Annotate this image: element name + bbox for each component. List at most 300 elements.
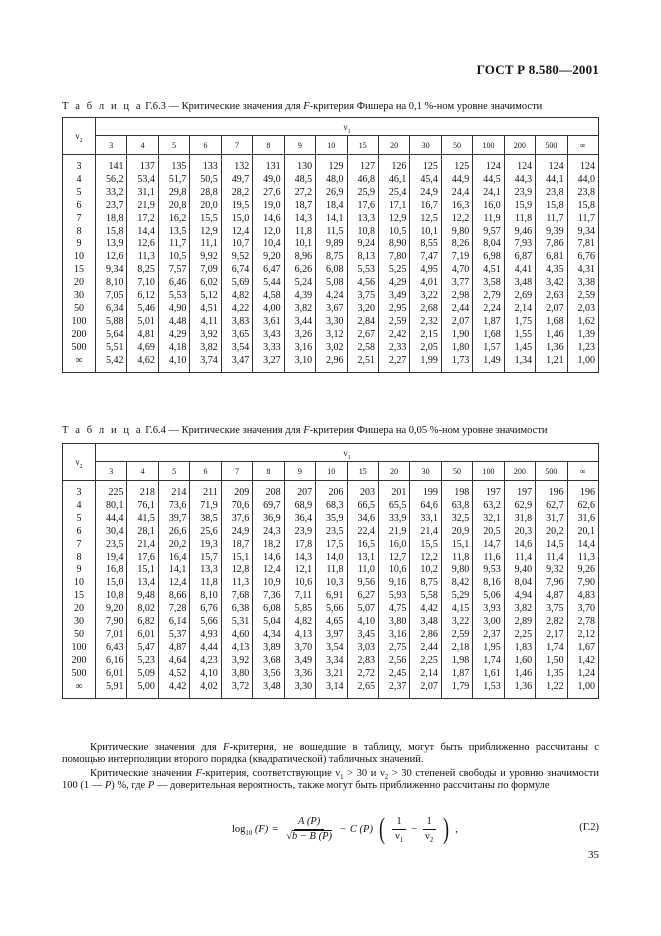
table-row [63,642,599,655]
row-label: 200 [63,655,96,668]
table-cell: 5,24 [284,277,315,290]
formula-fraction-v2: $\frac{1}{\nu_2}$ [421,816,437,843]
table-cell: 1,34 [504,355,535,372]
table-cell: 2,79 [473,290,504,303]
table-cell: 3,70 [567,603,598,616]
table-cell: 7,90 [567,577,598,590]
row-label: 200 [63,329,96,342]
table-cell: 1,35 [536,668,567,681]
table-cell: 4,29 [378,277,409,290]
table-cell: 49,7 [221,174,252,187]
column-header: 9 [284,462,315,481]
table-row [63,513,599,526]
table-cell: 15,9 [504,200,535,213]
table-cell: 48,0 [316,174,347,187]
table-cell: 18,7 [284,200,315,213]
table-cell: 6,46 [158,277,189,290]
table-cell: 1,67 [567,642,598,655]
table-cell: 3,83 [221,316,252,329]
table-cell: 20,9 [441,526,472,539]
table-cell: 25,6 [190,526,221,539]
table-row [63,251,599,264]
table-cell: 31,6 [567,513,598,526]
document-code: ГОСТ Р 8.580—2001 [476,62,599,77]
table-cell: 11,3 [567,552,598,565]
table-row [63,226,599,239]
formula-fraction-main: $\frac{A (P)}{√b - B (P)}$ [286,815,332,842]
table-cell: 62,6 [567,500,598,513]
table-cell: 10,5 [378,226,409,239]
table-cell: 32,1 [473,513,504,526]
table-cell: 15,8 [96,226,127,239]
table-cell: 9,40 [504,564,535,577]
table-cell: 5,47 [127,642,158,655]
table-cell: 20,3 [504,526,535,539]
table-cell: 131 [253,155,284,174]
table-cell: 12,1 [284,564,315,577]
table-cell: 4,93 [190,629,221,642]
table-cell: 11,8 [190,577,221,590]
table-cell: 44,3 [504,174,535,187]
table-cell: 133 [190,155,221,174]
table-cell: 2,07 [441,316,472,329]
table-cell: 17,2 [127,213,158,226]
table-cell: 4,82 [284,616,315,629]
table-cell: 7,05 [96,290,127,303]
table-cell: 1,50 [536,655,567,668]
table-cell: 6,08 [253,603,284,616]
table-cell: 25,9 [347,187,378,200]
table-cell: 23,7 [96,200,127,213]
row-label: 100 [63,642,96,655]
table-cell: 5,00 [127,681,158,698]
table-cell: 3,61 [253,316,284,329]
table-row [63,187,599,200]
table-row [63,290,599,303]
formula-minus: − [340,823,346,835]
table-cell: 4,87 [158,642,189,655]
table-cell: 4,34 [253,629,284,642]
table-cell: 12,0 [253,226,284,239]
table-cell: 125 [410,155,441,174]
table-cell: 69,7 [253,500,284,513]
table-cell: 6,08 [316,264,347,277]
table-cell: 13,3 [347,213,378,226]
table-cell: 18,7 [221,539,252,552]
table-cell: 11,4 [536,552,567,565]
formula-number: (Г.2) [579,822,599,833]
table-row [63,564,599,577]
table-cell: 2,86 [410,629,441,642]
table-cell: 2,59 [567,290,598,303]
table-cell: 12,2 [441,213,472,226]
row-label: 20 [63,603,96,616]
table-cell: 19,3 [190,539,221,552]
table-cell: 9,57 [473,226,504,239]
table-cell: 68,9 [284,500,315,513]
table-cell: 9,34 [567,226,598,239]
table-cell: 7,90 [96,616,127,629]
table-cell: 9,46 [504,226,535,239]
table-cell: 3,47 [221,355,252,372]
table-cell: 4,70 [441,264,472,277]
table-cell: 4,02 [190,681,221,698]
table-cell: 23,5 [316,526,347,539]
table-cell: 16,8 [96,564,127,577]
table-cell: 9,16 [378,577,409,590]
table-cell: 7,10 [127,277,158,290]
table-cell: 3,12 [316,329,347,342]
table-cell: 197 [504,481,535,500]
table-cell: 35,9 [316,513,347,526]
table-cell: 1,90 [441,329,472,342]
table-cell: 9,20 [96,603,127,616]
table-cell: 25,4 [378,187,409,200]
table-cell: 1,74 [473,655,504,668]
table-cell: 3,03 [347,642,378,655]
row-label: 6 [63,200,96,213]
table-cell: 4,75 [378,603,409,616]
table-cell: 2,07 [410,681,441,698]
table-cell: 5,25 [378,264,409,277]
table-cell: 13,3 [190,564,221,577]
table-cell: 126 [378,155,409,174]
table-cell: 4,82 [221,290,252,303]
table-cell: 17,1 [378,200,409,213]
table-cell: 4,62 [127,355,158,372]
table-cell: 12,4 [221,226,252,239]
table-cell: 19,5 [221,200,252,213]
table-cell: 218 [127,481,158,500]
table-cell: 2,59 [441,629,472,642]
column-header: 4 [127,462,158,481]
table-cell: 15,8 [567,200,598,213]
table-cell: 63,2 [473,500,504,513]
table-cell: 24,9 [221,526,252,539]
table-cell: 2,33 [378,342,409,355]
row-label: 9 [63,564,96,577]
table-row [63,316,599,329]
table-cell: 14,6 [253,552,284,565]
table-cell: 14,4 [567,539,598,552]
table-cell: 11,4 [504,552,535,565]
table-cell: 15,5 [190,213,221,226]
row-label: 7 [63,213,96,226]
table-cell: 6,74 [221,264,252,277]
table-row [63,264,599,277]
table-cell: 33,2 [96,187,127,200]
table-cell: 9,92 [190,251,221,264]
table-cell: 141 [96,155,127,174]
table-cell: 201 [378,481,409,500]
table-cell: 9,48 [127,590,158,603]
table-cell: 5,09 [127,668,158,681]
column-header: 15 [347,462,378,481]
page-number: 35 [588,849,599,861]
table-cell: 17,8 [284,539,315,552]
table-cell: 7,11 [284,590,315,603]
table-cell: 44,4 [96,513,127,526]
column-header: 7 [221,462,252,481]
table-cell: 17,5 [316,539,347,552]
table-cell: 53,4 [127,174,158,187]
table-cell: 2,78 [567,616,598,629]
table-cell: 10,2 [410,564,441,577]
table-cell: 10,7 [221,238,252,251]
table-cell: 1,99 [410,355,441,372]
table-cell: 124 [536,155,567,174]
v2-header: $\nu_2$ [63,118,96,155]
table-cell: 8,16 [473,577,504,590]
table-cell: 12,7 [378,552,409,565]
table-cell: 7,68 [221,590,252,603]
table-cell: 3,22 [441,616,472,629]
table-cell: 4,51 [473,264,504,277]
table-cell: 19,0 [253,200,284,213]
table-cell: 2,07 [536,303,567,316]
table-cell: 9,34 [96,264,127,277]
table-cell: 203 [347,481,378,500]
table-cell: 11,8 [504,213,535,226]
table-cell: 3,72 [221,681,252,698]
table-cell: 1,36 [536,342,567,355]
row-label: 30 [63,290,96,303]
table-cell: 8,13 [347,251,378,264]
table-cell: 8,55 [410,238,441,251]
table-cell: 3,48 [253,681,284,698]
table-cell: 6,91 [316,590,347,603]
table-cell: 12,8 [221,564,252,577]
table-cell: 1,21 [536,355,567,372]
table-cell: 208 [253,481,284,500]
table-cell: 8,96 [284,251,315,264]
table-cell: 31,8 [504,513,535,526]
table-cell: 2,65 [347,681,378,698]
table-cell: 62,7 [536,500,567,513]
table-row [63,577,599,590]
table-row [63,238,599,251]
formula-equals: = [272,823,279,835]
table-cell: 7,19 [441,251,472,264]
table-cell: 63,8 [441,500,472,513]
table-cell: 34,6 [347,513,378,526]
table-cell: 209 [221,481,252,500]
table-cell: 66,5 [347,500,378,513]
table-cell: 11,7 [567,213,598,226]
table-row [63,342,599,355]
table-cell: 5,31 [221,616,252,629]
table-cell: 5,06 [473,590,504,603]
table-cell: 2,67 [347,329,378,342]
column-header: 8 [253,462,284,481]
table-cell: 1,45 [504,342,535,355]
table-cell: 36,9 [253,513,284,526]
column-header: 6 [190,462,221,481]
table-cell: 211 [190,481,221,500]
table-cell: 9,26 [567,564,598,577]
table-cell: 4,65 [316,616,347,629]
table-cell: 132 [221,155,252,174]
table-cell: 1,74 [536,642,567,655]
table-cell: 3,70 [284,642,315,655]
table-cell: 9,52 [221,251,252,264]
table-cell: 11,3 [127,251,158,264]
table-row [63,603,599,616]
table-cell: 4,81 [127,329,158,342]
table-cell: 18,2 [253,539,284,552]
table-cell: 41,5 [127,513,158,526]
table-cell: 1,73 [441,355,472,372]
paragraph-interpolation: Критические значения для F-критерия, не вошедшие в таблицу, могут быть приближенно рассчитаны с помощью интерполяции второго порядка (квадратической) табличных значений. [62,742,599,765]
table-cell: 9,89 [316,238,347,251]
row-label: 8 [63,552,96,565]
table-cell: 21,9 [378,526,409,539]
paragraph-approximation: Критические значения F-критерия, соответствующие $\nu_1 > 30$ и $\nu_2 > 30$ степеней свободы и уровню значимости 100 (1 — P) %, где P — доверительная вероятность, также могут быть приближенно рассчитаны по формуле [62,768,599,791]
table-cell: 7,81 [567,238,598,251]
table-cell: 4,52 [158,668,189,681]
table-cell: 7,93 [504,238,535,251]
table-cell: 4,94 [504,590,535,603]
formula-lhs: $\log_{10} (F)$ [232,823,269,837]
table-cell: 14,0 [316,552,347,565]
table2-caption [62,425,548,437]
table-cell: 3,49 [284,655,315,668]
table-cell: 4,41 [504,264,535,277]
table-cell: 6,26 [284,264,315,277]
table-cell: 4,42 [410,603,441,616]
table-cell: 17,6 [127,552,158,565]
table-cell: 1,87 [473,316,504,329]
table-cell: 5,58 [410,590,441,603]
table-cell: 13,5 [158,226,189,239]
table-cell: 1,00 [567,355,598,372]
table-cell: 3,74 [190,355,221,372]
table-cell: 6,34 [96,303,127,316]
row-label: 8 [63,226,96,239]
table-cell: 24,1 [473,187,504,200]
table-cell: 15,7 [190,552,221,565]
table-cell: 2,69 [504,290,535,303]
table1-caption-F: F [303,101,310,112]
table-cell: 207 [284,481,315,500]
table1-caption-rest: -критерия Фишера на 0,1 %-ном уровне значимости [309,101,543,112]
table-row [63,668,599,681]
table-cell: 225 [96,481,127,500]
table2-caption-F: F [303,425,310,436]
table2-caption-num: Г.6.4 — Критические значения для [142,425,304,436]
table-cell: 2,82 [536,616,567,629]
table-cell: 71,9 [190,500,221,513]
table-cell: 23,8 [567,187,598,200]
table-cell: 5,53 [347,264,378,277]
column-header: 5 [158,136,189,155]
table-cell: 1,39 [567,329,598,342]
table-cell: 7,28 [158,603,189,616]
formula-comma: , [455,823,458,835]
table-cell: 9,20 [253,251,284,264]
column-header: 3 [96,462,127,481]
table-cell: 3,68 [253,655,284,668]
formula-cp: C (P) [349,823,373,835]
row-label: 500 [63,342,96,355]
row-label: 3 [63,155,96,174]
table-cell: 129 [316,155,347,174]
table-cell: 44,1 [536,174,567,187]
table-cell: 62,9 [504,500,535,513]
table-cell: 4,60 [221,629,252,642]
table-cell: 2,56 [378,655,409,668]
column-header: 500 [536,136,567,155]
table-cell: 2,68 [410,303,441,316]
table-cell: 65,5 [378,500,409,513]
table-cell: 12,9 [378,213,409,226]
table-cell: 2,83 [347,655,378,668]
table-cell: 2,05 [410,342,441,355]
table-cell: 73,6 [158,500,189,513]
table-cell: 29,8 [158,187,189,200]
table-cell: 38,5 [190,513,221,526]
table-cell: 3,43 [253,329,284,342]
table-cell: 10,1 [410,226,441,239]
table-cell: 3,30 [316,316,347,329]
table-cell: 10,8 [96,590,127,603]
table-cell: 3,67 [316,303,347,316]
table-cell: 6,01 [96,668,127,681]
table-cell: 4,13 [284,629,315,642]
table-cell: 49,0 [253,174,284,187]
table-cell: 197 [473,481,504,500]
table-cell: 4,44 [190,642,221,655]
table-cell: 1,57 [473,342,504,355]
table-cell: 3,10 [284,355,315,372]
table-cell: 1,23 [567,342,598,355]
formula-rparen: ) [443,812,450,845]
table-cell: 9,39 [536,226,567,239]
table-cell: 135 [158,155,189,174]
table-cell: 2,03 [567,303,598,316]
formula-fraction-v1: $\frac{1}{\nu_1}$ [391,816,407,843]
table-row [63,500,599,513]
table-cell: 22,4 [347,526,378,539]
table-cell: 8,25 [127,264,158,277]
row-label: 5 [63,513,96,526]
table-cell: 15,1 [441,539,472,552]
table-cell: 3,33 [253,342,284,355]
table1-caption-prefix: Т а б л и ц а [62,101,143,112]
fisher-table-0-05-percent [62,443,599,699]
table-cell: 12,4 [158,577,189,590]
table-cell: 3,54 [316,642,347,655]
formula-lparen: ( [378,812,385,845]
table-cell: 15,1 [127,564,158,577]
table-cell: 23,8 [536,187,567,200]
table-cell: 2,98 [441,290,472,303]
table-cell: 39,7 [158,513,189,526]
table-row [63,277,599,290]
table-cell: 3,48 [410,616,441,629]
table-cell: 27,6 [253,187,284,200]
column-header: 200 [504,462,535,481]
table-cell: 4,90 [158,303,189,316]
table-cell: 16,2 [158,213,189,226]
table-cell: 12,4 [253,564,284,577]
table-cell: 4,10 [190,668,221,681]
table-cell: 46,8 [347,174,378,187]
table-cell: 80,1 [96,500,127,513]
table-cell: 1,98 [441,655,472,668]
row-label: 4 [63,174,96,187]
table-row [63,481,599,500]
